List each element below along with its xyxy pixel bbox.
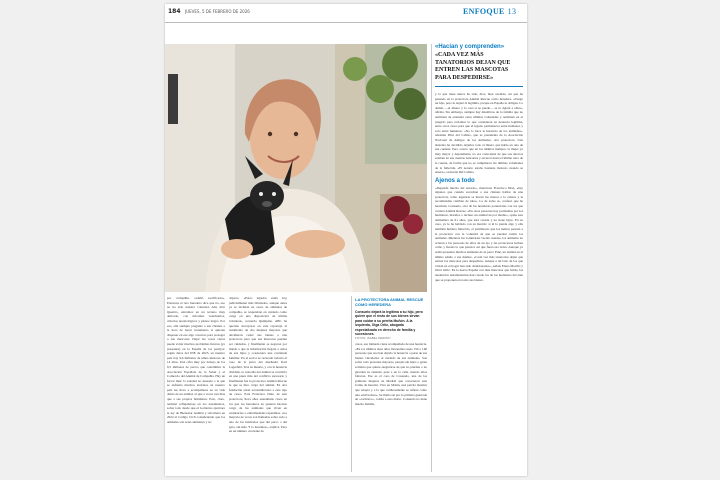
article-column-2 [229, 296, 287, 474]
page-number: 184 [168, 8, 181, 15]
page-header [165, 4, 527, 23]
column-3-text: casos, esa llamada viene acompañada de una herencia. «En los últimos siete años llevaremos unas 150 o 160 personas que nos han dejado la herencia o parte de sus bienes vinculados al cuidado de sus animales. Son sobre todo personas mayores, parejas sin hijos o gente solitaria que quiere asegurarse de que no pierden o no guardan su sustento pese a en la calle cuando ellos faltaron. Ese es el caso de Consuelo, una de las primeras mujeres en Madrid que conocieron esta forma de heredar. Vive en Malán, una perrita mestiza que adoptó y a la que cariñosamente se refiere como una «mil leches». Se llama así por la primera guarrada de «cachorro», confía a esta diario. Consuelo no tiene mucha familia, [355, 342, 427, 406]
subhead: Ajenos a todo [435, 177, 475, 184]
date-line: JUEVES, 5 DE FEBRERO DE 2026 [185, 9, 250, 14]
caption-body: Consuelo dejará la legítima a su hijo, pero quiere que el resto de sus bienes sirvan para cuidar a su perrita Muñón. A la izquierda, Olga Ortiz, abogada especializada en derecho de familia y sucesiones. [355, 310, 423, 337]
section-number: 13 [507, 7, 517, 16]
sidebar-kicker: «Hacían y comprenden» [435, 44, 505, 50]
article-column-3 [355, 342, 427, 474]
column-4b-text: «Depende mucho del notario», menciona Francisco Díaz, «hay algunos que cuando escuchan a sus clientes hablar de una protectora como legataria se llevan las manos a la cabeza y le recomiendan cambiar de idea». La de todas es, confesó que ha heredado Consuelo, otra de las herederas potenciales con las que contará Animal Rescue. «En otras personas hay problemas por los hermanos, maridos o incluso un animal de por medio», opina esta animalista de 61 años, que está casada y no tiene hijos. En su caso, ya le ha hablado con su marido: si él la pierde algo y ella también hubiera fallecido, el patrimonio que les hemos pasaría a la protectora con la voluntad de que se puedan cuidar los animales. Mientras las voluntarias vacían cuentas, los animales no aclaran a las personas de ellos de un ajo y las protectoras luchan como y fiestas lo que parezca así que fuera esa bolsa. Aunque ya están presentes muchos animales de su perro Eme, un animal en el último adulto a sus dueños. «Cada vez más tanatorios dejan que entren las mascotas para despedirse, aunque a un lado de los que vivían en el hogar han sido abandonados», señala Elena Morillo y Oriol Ortiz. En la nueva España con más mascotas que bebés, las tendencias testamentarias han creado los de los hermanos del ante que se proponen en todos sus bienes. [435, 185, 523, 282]
caption-rule [351, 296, 352, 472]
newspaper-page [165, 4, 527, 476]
photo-woman-with-dog [165, 44, 427, 292]
headline-rule [435, 86, 523, 87]
column-2-text: objetos. «Estos legados están hoy judicialmente más blindados, aunque antes ya se incluían en casos de animales de compañía, se respetaban en cuidado como carga en una disposición de última voluntad», recuerda Quintpina. ABC ha querido incorporar en este reportaje el testimonio de dos mujeres mayores que decidieron ceder sus bienes a una protectora para que sus mascotas puedan ser cuidadas, y finalmente se negaron por miedo a que la información llegara a oídos de sus hijos y ocasionara una contienda familiar. En el sector se recuerda todavía el caso de la perra del diseñador Karl Lagerfeld. Tras su muerte, y con la herencia dividida, la custodia del animal se convirtió en una pieza más del conflicto sucesorio y finalmente fue la protectora Animal Rescue la que se hizo cargo del animal. En otra fundación están acostumbrados a este tipo de casos. Para Francisco Díaz, de esta protectora, lleva años atendiendo casos en los que los herederos no quieren hacerse cargo de los animales que viven en residencias o enfermedades repentinas. «La mayoría de veces son llamadas sobre todo a uno de los hermanos que del perro o del gato, sin más. Y lo hacemos», explica. Pero en un número creciente de [229, 296, 287, 434]
article-column-1 [167, 296, 225, 474]
caption-credit: FOTOS: ISABEL PERMUY [355, 336, 392, 341]
column-4-text: y la que tiene nunca ha sido, dice, bien avenida, así que ha pensado en la protectora Animal Rescue como heredera. «Tengo un hijo, pero le dejaré la legítima, porque en España te obligan. Lo demás —el dinero y la casa si se puede— se lo dejaré a ellos», afirma. Sin embargo, siempre hay miembros de la familia que no terminan de entender estas últimas voluntades y terminan en el juzgado para reclamar lo que consideran su herencia legítima, entre otros casos para que el legado permanezca entre humanos y solo entre humanos. «No lo hace la herencia de los animales», adelanta Pilar del Cañizo, que es presidenta de la Asociación Nacional de Amigos de los Animales, otra protectora. Una abstenta ha decidido dejarles todo el dinero que había en una de sus cuentas. Pero ocurre que en los últimos tiempos, la mujer ya muy mayor y dependiente, no era consciente de que sus ahorros estaban en sus cuentas bancarias y sacaron hasta el último euro de la cuenta, de forma que no se cumplieron las últimas voluntades de la fallecida. «El notario estaba bastante molesto cuando se enteró», recuerda Del Cañizo. [435, 92, 523, 175]
article-column-4 [435, 92, 523, 472]
column-rule [431, 44, 432, 472]
caption-heading: LA PROTECTORA ANIMAL RESCUE COMO HEREDERA [355, 297, 424, 307]
photo-caption [355, 297, 425, 340]
sidebar-headline: «CADA VEZ MÁS TANATORIOS DEJAN QUE ENTREN LAS MASCOTAS PARA DESPEDIRSE» [435, 52, 511, 81]
column-1-text: por compañía, ordeñó sacrificado». Entonces el otro heredero dice que no, eso no ha sido nuestra voluntad. Ahí, dice Quentro, entramos en un terreno muy delicado, con informes veterinarios, criterios deontológicos y plenos largos. Por eso, ella siempre pregunta a sus clientes a la hora de hacer testamento si quieren disponer en ese algo concreto para proteger a sus mascotas. Dejar las cosas claras puede evitar muchos problemas futuros (ya presentes) en la España de los perrijos: según datos del INE de 2025, en nuestro país hay 9,6 millones de niños menores de 14 años. Una cifra muy por debajo de los 9,5 millones de perros que contabiliza la Asociación Española de la Salud y el Comercio del Animal de Compañía. Hay un factor más: la soledad no deseada o la que se enfrenta muchos ancianos en nuestro país les lleva a acompañarse en su vida diaria de un animal, al que a veces ven más que a sus propios familiares. Esto, claro, terminó reflejándose en los testamentos, sobre todo desde que el Gobierno aprobara la ley de Bienestar Animal y reformara en 2022 el Código Civil considerando que los animales son seres sintientes y no [167, 296, 225, 425]
main-photo [165, 44, 427, 292]
section-title: ENFOQUE 13 [463, 7, 517, 16]
